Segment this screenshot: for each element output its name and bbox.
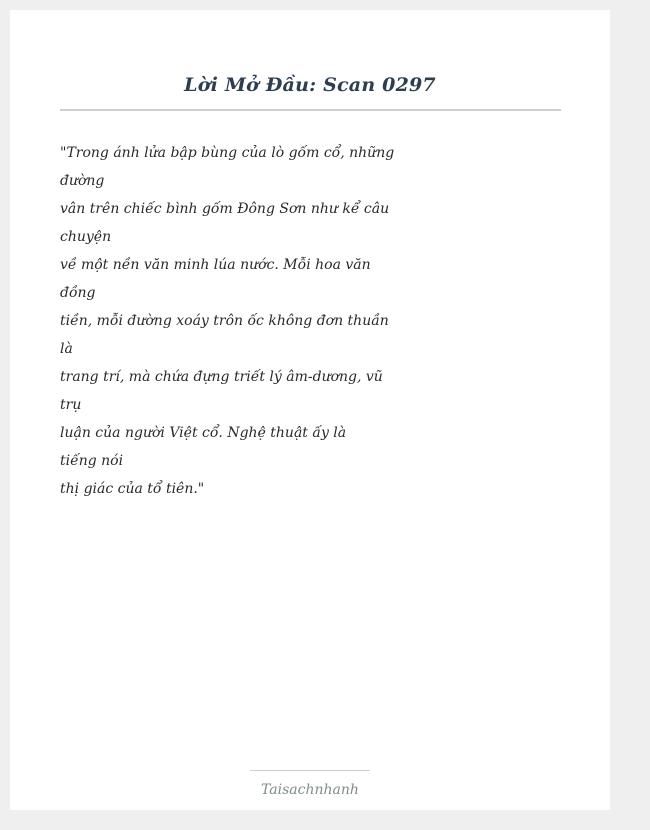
text-line: thị giác của tổ tiên."	[60, 481, 205, 497]
document-page	[10, 10, 610, 810]
page-title: Lời Mở Đầu: Scan 0297	[184, 74, 436, 96]
text-line: là	[60, 341, 73, 357]
text-line: luận của người Việt cổ. Nghệ thuật ấy là	[60, 425, 347, 441]
text-line: đồng	[60, 285, 96, 301]
footer-divider	[250, 770, 370, 771]
title-divider	[60, 109, 561, 111]
text-line: trang trí, mà chứa đựng triết lý âm-dương, vũ	[60, 369, 383, 385]
text-line: vân trên chiếc bình gốm Đông Sơn như kể câu	[60, 201, 390, 217]
text-line: "Trong ánh lửa bập bùng của lò gốm cổ, những	[60, 145, 395, 161]
text-line: trụ	[60, 397, 82, 413]
text-line: chuyện	[60, 229, 112, 245]
body-text	[60, 139, 395, 503]
footer-credit: Taisachnhanh	[261, 782, 359, 798]
text-line: về một nền văn minh lúa nước. Mỗi hoa văn	[60, 257, 371, 273]
text-line: tiếng nói	[60, 453, 124, 469]
text-line: đường	[60, 173, 105, 189]
text-line: tiền, mỗi đường xoáy trôn ốc không đơn thuần	[60, 313, 389, 329]
